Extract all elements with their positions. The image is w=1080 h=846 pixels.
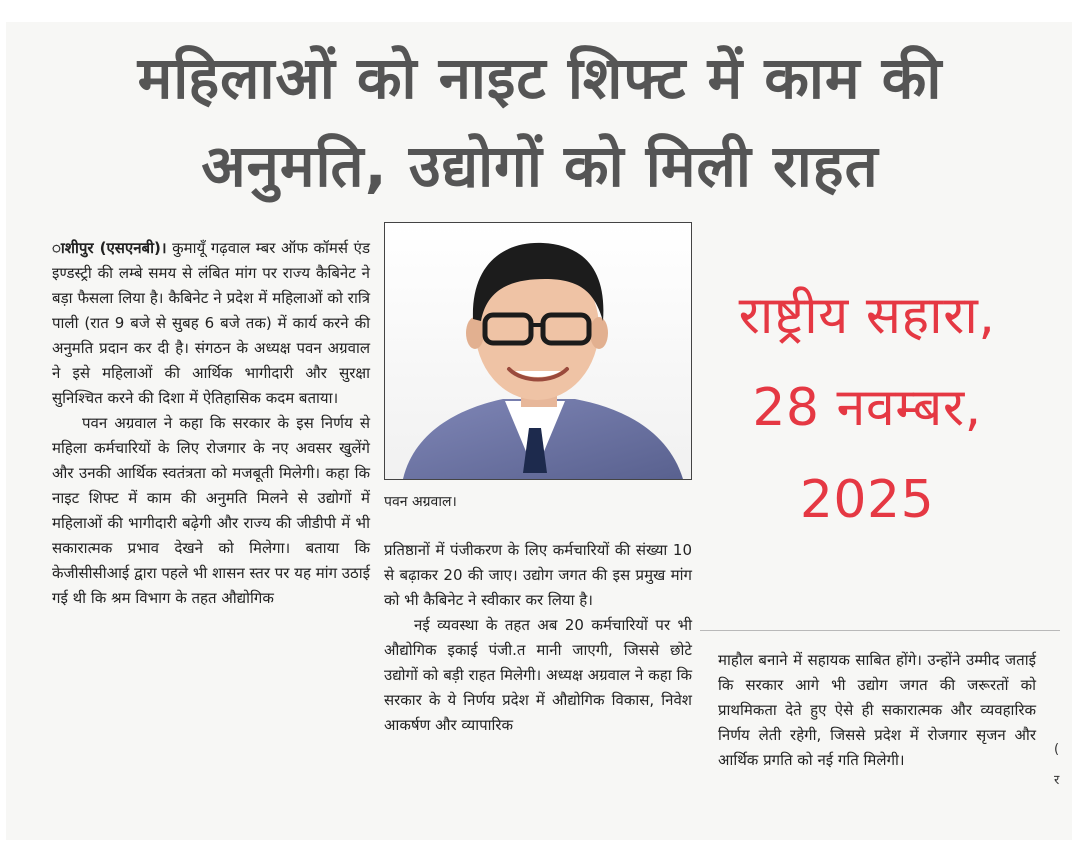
article-headline [30,34,1050,210]
portrait-illustration [385,223,691,479]
article-paragraph: पवन अग्रवाल ने कहा कि सरकार के इस निर्णय से महिला कर्मचारियों के लिए रोजगार के नए अवसर खुलेंगे और उनकी आर्थिक स्वतंत्रता को मजबूती मिलेगी। कहा कि नाइट शिफ्ट में काम की अनुमति मिलने से उद्योगों में महिलाओं की भागीदारी बढ़ेगी और राज्य की जीडीपी में भी सकारात्मक प्रभाव देखने को मिलेगा। बताया कि केजीसीसीआई द्वारा पहले भी शासन स्तर पर यह मांग उठाई गई थी कि श्रम विभाग के तहत औद्योगिक [52,414,370,607]
article-paragraph: प्रतिष्ठानों में पंजीकरण के लिए कर्मचारियों की संख्या 10 से बढ़ाकर 20 की जाए। उद्योग जगत की इस प्रमुख मांग को भी कैबिनेट ने स्वीकार कर लिया है। [384,541,692,609]
article-paragraph: माहौल बनाने में सहायक साबित होंगे। उन्होंने उम्मीद जताई कि सरकार आगे भी उद्योग जगत की जरूरतों को प्राथमिकता देते हुए ऐसे ही सकारात्मक और व्यवहारिक निर्णय लेती रहेगी, जिससे प्रदेश में रोजगार सृजन और आर्थिक प्रगति को नई गति मिलेगी। [718,651,1036,769]
headline-line-2: अनुमति, उद्योगों को मिली राहत [201,132,879,200]
stamp-year: 2025 [799,470,935,530]
paragraph-text: कुमायूँ गढ़वाल म्बर ऑफ कॉमर्स एंड इण्डस्ट्री की लम्बे समय से लंबित मांग पर राज्य कैबिनेट ने बड़ा फैसला लिया है। कैबिनेट ने प्रदेश में महिलाओं को रात्रि पाली (रात 9 बजे से सुबह 6 बजे तक) में कार्य करने की अनुमति प्रदान कर दी है। संगठन के अध्यक्ष पवन अग्रवाल ने इसे महिलाओं की आर्थिक भागीदारी और सुरक्षा सुनिश्चित करने की दिशा में ऐतिहासिक कदम बताया। [52,239,370,407]
stamp-newspaper-name: राष्ट्रीय सहारा, [738,286,996,346]
portrait-photo [384,222,692,480]
article-paragraph: नई व्यवस्था के तहत अब 20 कर्मचारियों पर भी औद्योगिक इकाई पंजी.त मानी जाएगी, जिससे छोटे उद्योगों को बड़ी राहत मिलेगी। अध्यक्ष अग्रवाल ने कहा कि सरकार के ये निर्णय प्रदेश में औद्योगिक विकास, निवेश आकर्षण और व्यापारिक [384,616,692,734]
article-paragraph [52,236,370,411]
dateline: ाशीपुर (एसएनबी)। [52,239,167,257]
stamp-date: 28 नवम्बर, [752,378,982,438]
article-column-3 [718,648,1036,773]
photo-caption: पवन अग्रवाल। [384,494,457,510]
edge-mark: ( [1054,742,1060,757]
column-divider [700,630,1060,631]
source-stamp [704,270,1030,546]
headline-line-1: महिलाओं को नाइट शिफ्ट में काम की [137,44,943,112]
article-column-1 [52,236,370,611]
article-column-2 [384,538,692,738]
edge-mark: र [1054,773,1060,788]
